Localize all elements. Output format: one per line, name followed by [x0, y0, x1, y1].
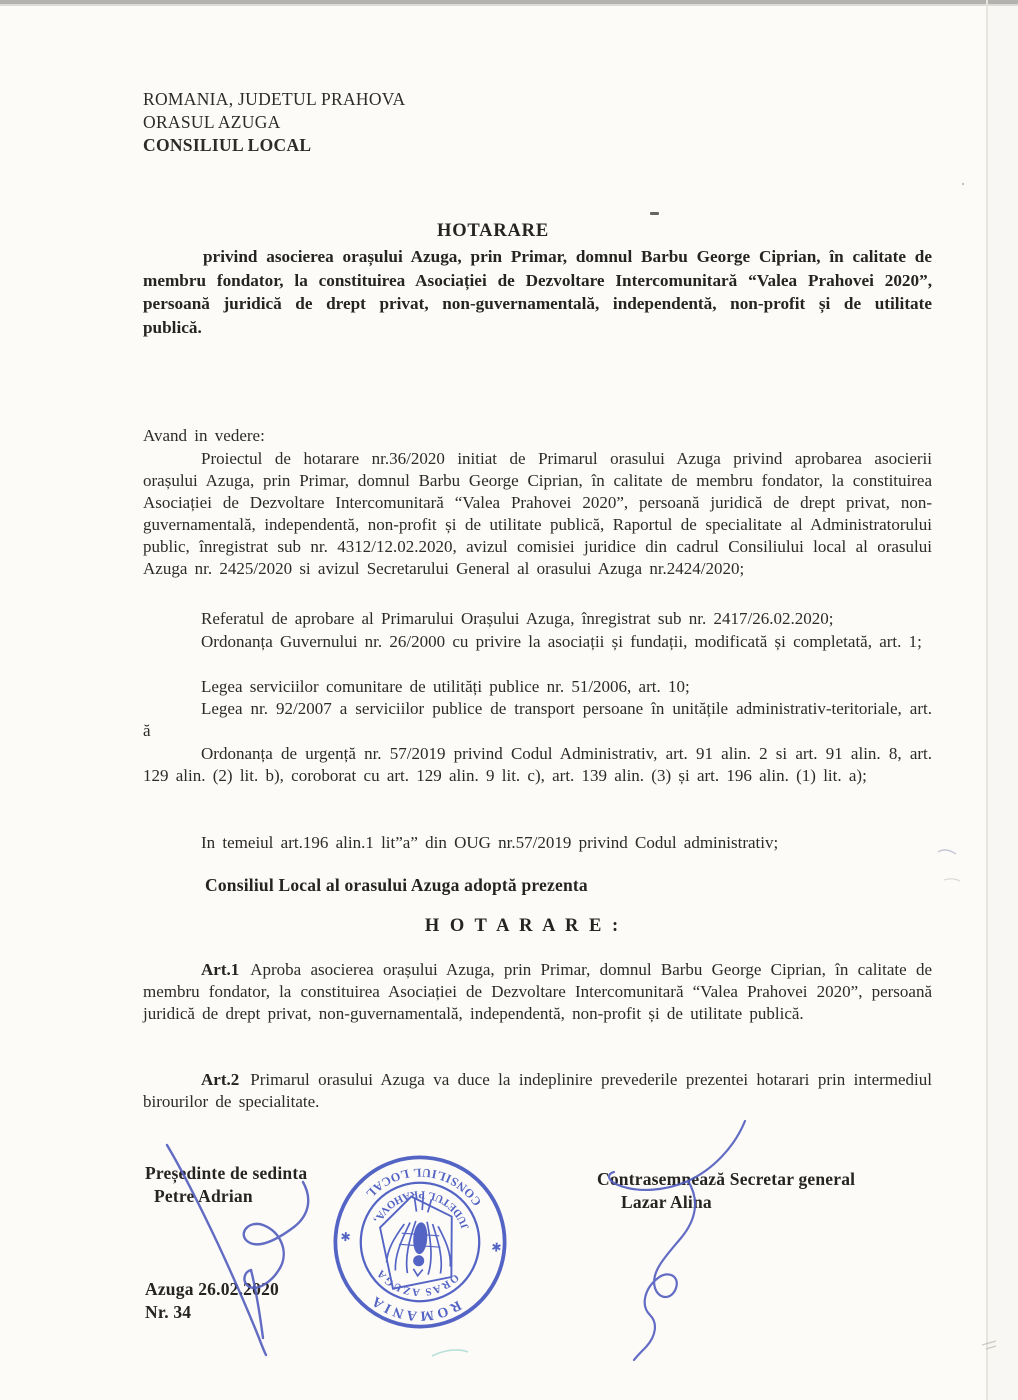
preamble-paragraph-1: Proiectul de hotarare nr.36/2020 initiat de Primarul orasului Azuga privind aprobarea asocierii orașului Azuga, prin Primar, domnul Barbu George Ciprian, în calitate de membru fondator, la constituirea Asociației de Dezvoltare Intercomunitară “Valea Prahovei 2020”, persoană juridică de drept privat, non-guvernamentală, independentă, non-profit și de utilitate publică, Raportul de specialitate al Administratorului public, înregistrat sub nr. 4312/12.02.2020, avizul comisiei juridice din cadrul Consiliului local al orasului Azuga nr. 2425/2020 si avizul Secretarului General al orasului Azuga nr.2424/2020;: [143, 449, 932, 578]
stamp-council-text: CONSILIUL LOCAL: [362, 1165, 485, 1209]
president-role: Președinte de sedinta: [145, 1163, 308, 1183]
article-1-label: Art.1: [201, 960, 240, 979]
letterhead-city: ORASUL AZUGA: [143, 112, 281, 132]
stamp-star-left-icon: ✱: [490, 1239, 503, 1254]
letterhead-council: CONSILIUL LOCAL: [143, 135, 312, 155]
stamp-county-text: JUDETUL PRAHOVA,: [370, 1188, 472, 1231]
letterhead-country: ROMANIA, JUDETUL PRAHOVA: [143, 89, 406, 109]
resolution-heading: H O T A R A R E :: [424, 916, 622, 936]
resolution-number: Nr. 34: [145, 1302, 192, 1322]
official-round-stamp: [326, 1148, 514, 1336]
stamp-city-text: ORAS AZUGA: [373, 1266, 462, 1299]
secretary-signature-ink: [609, 1121, 745, 1360]
secretary-role: Contrasemnează Secretar general: [597, 1169, 856, 1189]
document-subtitle: privind asocierea orașului Azuga, prin Primar, domnul Barbu George Ciprian, în calitate de membru fondator, la constituirea Asociației de Dezvoltare Intercomunitară “Valea Prahovei 2020”, persoană juridică de drept privat, non-guvernamentală, independentă, non-profit și de utilitate publică.: [143, 247, 932, 337]
president-name: Petre Adrian: [154, 1186, 253, 1206]
article-2: [143, 1069, 932, 1113]
scan-top-edge-shadow: [0, 4, 1018, 6]
article-1-text: Aproba asocierea orașului Azuga, prin Primar, domnul Barbu George Ciprian, în calitate de membru fondator, la constituirea Asociației de Dezvoltare Intercomunitară “Valea Prahovei 2020”, persoană juridică de drept privat, non-guvernamentală, independentă, non-profit și de utilitate publică.: [143, 960, 932, 1023]
legal-basis: In temeiul art.196 alin.1 lit”a” din OUG nr.57/2019 privind Codul administrativ;: [201, 833, 779, 852]
adoption-clause: Consiliul Local al orasului Azuga adoptă prezenta: [205, 875, 588, 895]
article-2-label: Art.2: [201, 1070, 240, 1089]
article-1: [143, 959, 932, 1025]
preamble-paragraph-4: Legea serviciilor comunitare de utilități publice nr. 51/2006, art. 10;: [201, 677, 690, 696]
letterhead: [143, 88, 405, 157]
place-date: Azuga 26.02.2020: [145, 1279, 279, 1299]
secretary-name: Lazar Alina: [621, 1192, 712, 1212]
preamble-intro: Avand in vedere:: [143, 426, 265, 445]
scan-mark-dash: [650, 212, 659, 215]
scan-right-margin: [988, 0, 1018, 1400]
stamp-country-text: ROMANIA: [366, 1291, 464, 1324]
preamble-paragraph-6: Ordonanța de urgență nr. 57/2019 privind Codul Administrativ, art. 91 alin. 2 si art. 91 alin. 8, art. 129 alin. (2) lit. b), coroborat cu art. 129 alin. 9 lit. c), art. 139 alin. (3) și art. 196 alin. (1) lit. a);: [143, 744, 932, 785]
preamble-paragraph-3: Ordonanța Guvernului nr. 26/2000 cu privire la asociații și fundații, modificată și completată, art. 1;: [201, 632, 922, 651]
preamble-paragraph-2: Referatul de aprobare al Primarului Orașului Azuga, înregistrat sub nr. 2417/26.02.2020;: [201, 609, 834, 628]
preamble-paragraph-5: Legea nr. 92/2007 a serviciilor publice de transport persoane în unitățile administrativ-teritoriale, art. ă: [143, 699, 932, 740]
document-title: HOTARARE: [437, 221, 549, 241]
scan-fold-line: [986, 0, 988, 1400]
article-2-text: Primarul orasului Azuga va duce la indeplinire prevederile prezentei hotarari prin intermediul birourilor de specialitate.: [143, 1070, 932, 1111]
stamp-star-right-icon: ✱: [339, 1228, 352, 1244]
